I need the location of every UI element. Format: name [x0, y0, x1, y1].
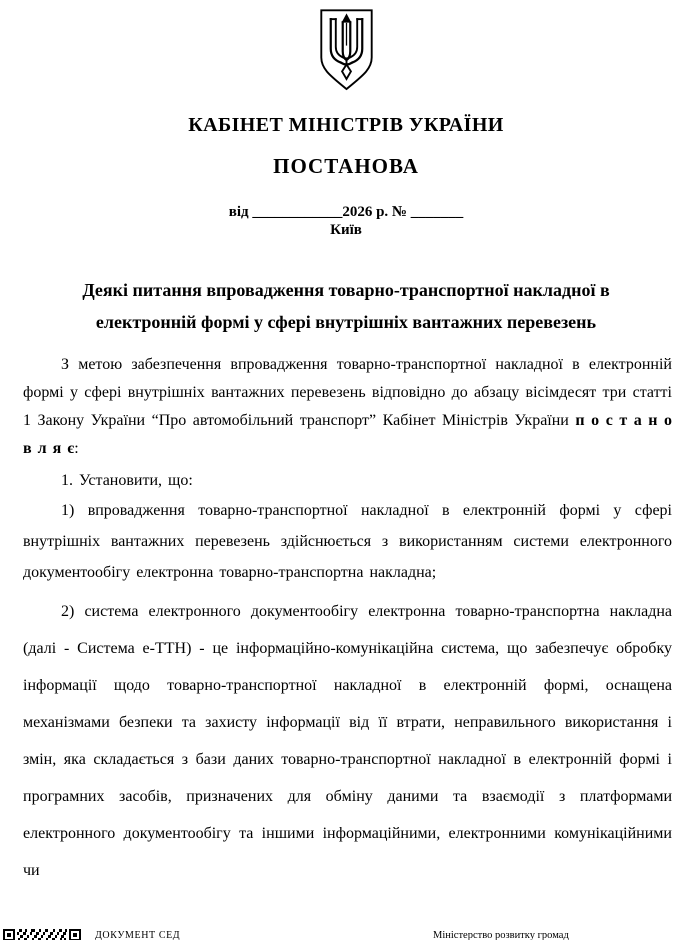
- qr-code-icon: [3, 929, 81, 940]
- intro-colon: :: [74, 440, 79, 457]
- page-footer: [0, 929, 692, 940]
- intro-resolves-bold: п о с т а н о в л я є: [23, 412, 672, 457]
- ministry-label: Міністерство розвитку громад: [433, 930, 569, 940]
- subitem-2-paragraph: 2) система електронного документообігу електронна товарно-транспортна накладна (далі - Система е-ТТН) - це інформаційно-комунікаційна система, що забезпечує обробку інформації щодо товарно-транспортної накладної в електронній формі, оснащена механізмами безпеки та захисту інформації від її втрати, неправильного використання і змін, яка складається з бази даних товарно-транспортної накладної в електронній формі і програмних засобів, призначених для обміну даними та взаємодії з платформами електронного документообігу та іншими інформаційними, електронними комунікаційними чи: [23, 603, 672, 879]
- ukraine-trident-emblem-icon: [315, 8, 378, 92]
- subitem-1-paragraph: 1) впровадження товарно-транспортної накладної в електронній формі у сфері внутрішніх вантажних перевезень здійснюється з використанням системи електронного документообігу електронна товарно-транспортна накладна;: [23, 502, 672, 581]
- intro-text: З метою забезпечення впровадження товарно-транспортної накладної в електронній формі у сфері внутрішніх вантажних перевезень відповідно до абзацу вісімдесят три статті 1 Закону України “Про автомобільний транспорт” Кабінет Міністрів України: [23, 356, 672, 429]
- document-type-title: ПОСТАНОВА: [273, 154, 419, 178]
- point-1-heading: 1. Установити, що:: [61, 472, 193, 489]
- document-title: Деякі питання впровадження товарно-транспортної накладної в електронній формі у сфері внутрішніх вантажних перевезень: [82, 280, 610, 332]
- date-number-line: від ____________2026 р. № _______: [228, 204, 464, 220]
- sed-document-label: ДОКУМЕНТ СЕД: [95, 930, 181, 940]
- organization-title: КАБІНЕТ МІНІСТРІВ УКРАЇНИ: [188, 114, 504, 136]
- intro-paragraph: [23, 351, 672, 463]
- place-line: Київ: [330, 222, 362, 238]
